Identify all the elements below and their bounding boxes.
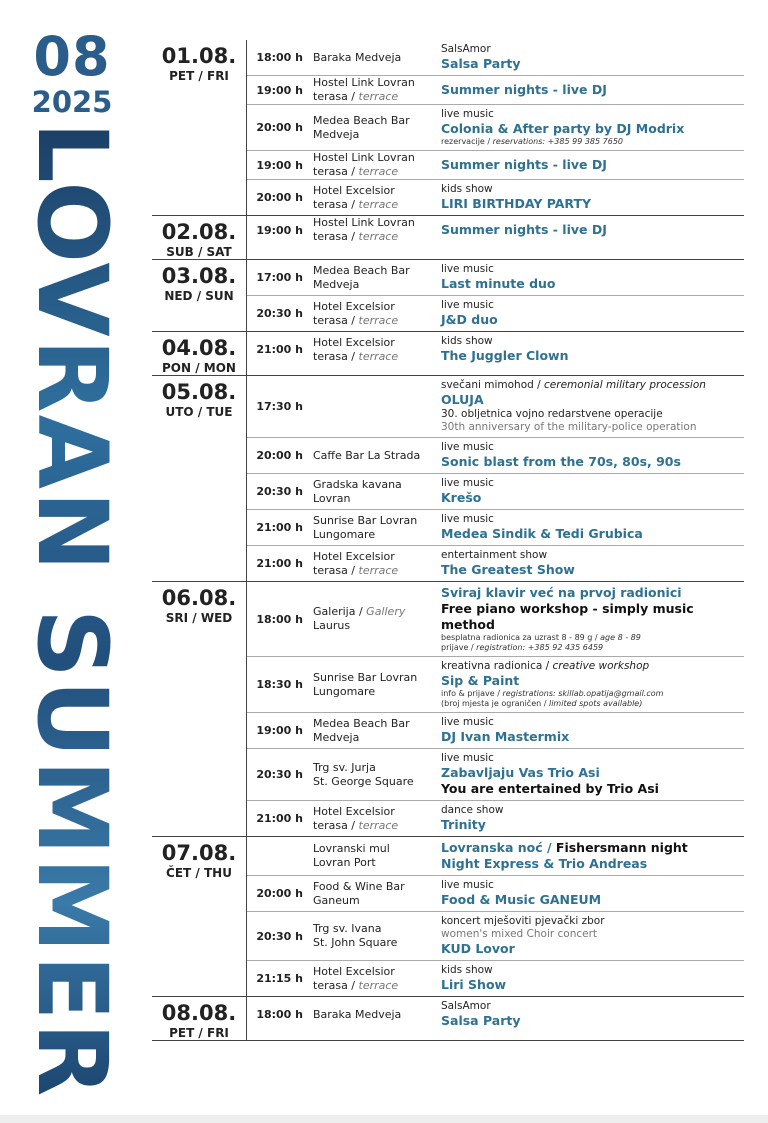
weekday-label: UTO / TUE — [165, 405, 233, 419]
place-detail: terasa / terrace — [313, 230, 399, 243]
event-time: 20:00 h — [256, 191, 303, 204]
event-row — [247, 997, 744, 1032]
day-date — [152, 260, 246, 331]
event-info — [441, 749, 744, 800]
event-row — [247, 376, 744, 438]
event-type: live music — [441, 263, 494, 275]
event-title: Trinity — [441, 817, 486, 832]
event-info — [441, 105, 744, 150]
translation-text: terrace — [358, 230, 399, 243]
translation-text: registrations: skillab.opatija@gmail.com — [502, 689, 664, 698]
place-detail: Medveja — [313, 127, 360, 141]
event-info — [441, 260, 744, 295]
event-title: Last minute duo — [441, 276, 556, 291]
place-name: Medea Beach Bar — [313, 263, 410, 277]
weekday-label: NED / SUN — [164, 289, 234, 303]
event-title: OLUJA — [441, 392, 484, 407]
day-events — [246, 582, 744, 836]
event-time: 19:00 h — [256, 158, 303, 172]
event-title: J&D duo — [441, 312, 498, 327]
day-date — [152, 582, 246, 836]
event-row — [247, 657, 744, 713]
weekday-label: PET / FRI — [169, 1026, 229, 1040]
event-row — [247, 876, 744, 912]
event-info — [441, 801, 744, 836]
event-type: live music — [441, 513, 494, 525]
event-time: 19:00 h — [256, 223, 303, 237]
event-place — [309, 216, 441, 244]
translation-text: limited spots available) — [548, 699, 643, 708]
weekday-label: ČET / THU — [166, 866, 232, 880]
translation-text: terrace — [358, 818, 399, 832]
event-type: kids show — [441, 335, 493, 347]
event-time: 20:00 h — [256, 121, 303, 134]
event-title: LIRI BIRTHDAY PARTY — [441, 196, 592, 211]
event-row — [247, 151, 744, 180]
day-date — [152, 837, 246, 996]
event-time: 20:30 h — [256, 485, 303, 498]
date-label: 06.08. — [161, 586, 237, 610]
place-name: Galerija / Gallery — [313, 605, 406, 618]
event-place — [309, 336, 441, 364]
day-events — [246, 332, 744, 375]
event-row — [247, 180, 744, 215]
event-row — [247, 216, 744, 244]
event-time: 19:00 h — [256, 724, 303, 737]
day-block — [152, 40, 744, 216]
place-name: Hostel Link Lovran — [313, 151, 415, 164]
event-info — [441, 296, 744, 331]
event-time: 20:30 h — [256, 768, 303, 781]
event-row — [247, 40, 744, 76]
translation-text: terrace — [358, 197, 399, 211]
place-name: Gradska kavana Lovran — [313, 477, 402, 505]
day-block — [152, 260, 744, 332]
event-time: 17:00 h — [256, 271, 303, 284]
event-type: live music — [441, 716, 494, 728]
event-info — [441, 510, 744, 545]
place-name: Trg sv. Jurja — [313, 760, 376, 774]
event-row — [247, 801, 744, 836]
event-place — [309, 1008, 441, 1022]
event-title: Food & Music GANEUM — [441, 892, 602, 907]
event-title-english: Free piano workshop - simply music method — [441, 601, 694, 632]
place-name: Hotel Excelsior — [313, 335, 395, 349]
place-detail: terasa / terrace — [313, 349, 399, 363]
place-name: Baraka Medveja — [313, 50, 402, 64]
event-title: Salsa Party — [441, 56, 521, 71]
event-info — [441, 582, 744, 656]
translation-text: terrace — [358, 563, 399, 577]
translation-text: terrace — [358, 165, 399, 178]
event-title-translation: Fishersmann night — [555, 840, 688, 855]
vertical-title — [16, 121, 128, 1099]
event-title: Sonic blast from the 70s, 80s, 90s — [441, 454, 681, 469]
event-row — [247, 260, 744, 296]
day-events — [246, 40, 744, 215]
translation-text: terrace — [358, 313, 399, 327]
day-block — [152, 582, 744, 837]
event-type: koncert mješoviti pjevački zbor — [441, 915, 605, 927]
place-detail: Laurus — [313, 619, 351, 632]
event-title: Summer nights - live DJ — [441, 157, 607, 172]
day-events — [246, 376, 744, 581]
event-info — [441, 837, 744, 875]
event-info — [441, 961, 744, 996]
place-detail: terasa / terrace — [313, 563, 399, 577]
day-date — [152, 40, 246, 215]
day-events — [246, 837, 744, 996]
event-title-english: You are entertained by Trio Asi — [441, 781, 659, 796]
place-name: Hotel Excelsior — [313, 964, 395, 978]
place-detail: terasa / terrace — [313, 313, 399, 327]
place-detail: Lungomare — [313, 527, 376, 541]
place-name: Food & Wine Bar — [313, 879, 405, 893]
event-info — [441, 40, 744, 75]
footer-bar — [0, 1115, 768, 1123]
event-type: SalsAmor — [441, 1000, 491, 1012]
place-detail: terasa / terrace — [313, 978, 399, 992]
place-detail: St. John Square — [313, 936, 398, 949]
day-block — [152, 376, 744, 582]
event-info — [441, 713, 744, 748]
event-row — [247, 713, 744, 749]
place-detail: terasa / terrace — [313, 197, 399, 211]
event-info — [441, 180, 744, 215]
event-time: 20:30 h — [256, 929, 303, 943]
event-title: Summer nights - live DJ — [441, 82, 607, 97]
translation-text: Gallery — [366, 605, 406, 618]
event-time: 21:00 h — [256, 812, 303, 825]
place-detail: Medveja — [313, 277, 360, 291]
event-description-english: 30th anniversary of the military-police operation — [441, 421, 697, 433]
event-place — [309, 880, 441, 908]
event-type-translation: women's mixed Choir concert — [441, 928, 598, 940]
date-label: 08.08. — [161, 1001, 237, 1025]
event-info — [441, 332, 744, 367]
event-place — [309, 114, 441, 142]
event-title: Sip & Paint — [441, 673, 520, 688]
event-type: live music — [441, 477, 494, 489]
event-note: info & prijave / registrations: skillab.opatija@gmail.com — [441, 689, 664, 698]
event-time: 20:00 h — [256, 449, 303, 462]
place-name: Hostel Link Lovran — [313, 76, 415, 89]
event-time: 20:30 h — [256, 307, 303, 320]
event-title: Liri Show — [441, 977, 507, 992]
event-time: 18:30 h — [256, 678, 303, 691]
event-title: Summer nights - live DJ — [441, 222, 607, 237]
event-place — [309, 76, 441, 104]
event-type: kids show — [441, 964, 493, 976]
event-type: live music — [441, 752, 494, 764]
event-time: 19:00 h — [256, 83, 303, 97]
event-type: live music — [441, 441, 494, 453]
event-title: The Greatest Show — [441, 562, 575, 577]
translation-text: creative workshop — [552, 660, 650, 672]
place-name: Lovranski mul — [313, 842, 390, 855]
event-place — [309, 264, 441, 292]
place-name: Hotel Excelsior — [313, 183, 395, 197]
event-place — [309, 184, 441, 212]
event-place — [309, 151, 441, 179]
event-title: The Juggler Clown — [441, 348, 569, 363]
place-detail: terasa / terrace — [313, 165, 399, 178]
place-name: Hostel Link Lovran — [313, 216, 415, 229]
day-date — [152, 376, 246, 581]
weekday-label: SUB / SAT — [166, 245, 232, 259]
event-info — [441, 997, 744, 1032]
event-title: KUD Lovor — [441, 941, 515, 956]
day-events — [246, 216, 744, 259]
year-number: 2025 — [31, 85, 113, 119]
event-place — [309, 478, 441, 506]
side-header — [28, 25, 116, 119]
event-info — [441, 876, 744, 911]
event-type: kids show — [441, 183, 493, 195]
place-name: Caffe Bar La Strada — [313, 448, 421, 462]
day-events — [246, 997, 744, 1040]
event-row — [247, 332, 744, 367]
event-place — [309, 449, 441, 463]
event-title: Lovranska noć / Fishersmann night — [441, 840, 688, 855]
event-title: Salsa Party — [441, 1013, 521, 1028]
event-subtitle: Night Express & Trio Andreas — [441, 856, 648, 871]
event-note: (broj mjesta je ograničen / limited spots available) — [441, 699, 643, 708]
event-info — [441, 546, 744, 581]
translation-text: terrace — [358, 90, 399, 103]
event-note: rezervacije / reservations: +385 99 385 7650 — [441, 137, 624, 146]
place-name: Sunrise Bar Lovran — [313, 513, 418, 527]
event-title: DJ Ivan Mastermix — [441, 729, 570, 744]
event-type: kreativna radionica / creative workshop — [441, 660, 650, 672]
place-name: Hotel Excelsior — [313, 299, 395, 313]
place-detail: Ganeum — [313, 893, 360, 907]
place-detail: terasa / terrace — [313, 90, 399, 103]
place-detail: Lungomare — [313, 684, 376, 698]
date-label: 05.08. — [161, 380, 237, 404]
place-detail: St. George Square — [313, 774, 414, 788]
event-row — [247, 296, 744, 331]
event-time: 21:00 h — [256, 343, 303, 356]
place-name: Hotel Excelsior — [313, 804, 395, 818]
event-info — [441, 912, 744, 960]
event-type: live music — [441, 108, 494, 120]
event-type: dance show — [441, 804, 504, 816]
date-label: 03.08. — [161, 264, 237, 288]
event-time: 18:00 h — [256, 612, 303, 626]
event-time: 20:00 h — [256, 887, 303, 900]
event-time: 17:30 h — [256, 400, 303, 413]
event-place — [309, 805, 441, 833]
event-row — [247, 510, 744, 546]
translation-text: ceremonial military procession — [544, 379, 706, 391]
event-title: Zabavljaju Vas Trio Asi — [441, 765, 600, 780]
event-place — [309, 550, 441, 578]
event-time: 21:00 h — [256, 521, 303, 534]
event-time: 18:00 h — [256, 51, 303, 64]
event-time: 18:00 h — [256, 1008, 303, 1021]
translation-text: registration: +385 92 435 6459 — [476, 643, 604, 652]
vertical-title-text: LOVRAN SUMMER — [16, 121, 128, 1099]
event-row — [247, 546, 744, 581]
event-info — [441, 657, 744, 712]
place-name: Medea Beach Bar — [313, 716, 410, 730]
day-block — [152, 216, 744, 260]
place-detail: terasa / terrace — [313, 818, 399, 832]
event-row — [247, 837, 744, 876]
date-label: 01.08. — [161, 44, 237, 68]
event-time: 21:00 h — [256, 557, 303, 570]
place-name: Medea Beach Bar — [313, 113, 410, 127]
event-title: Colonia & After party by DJ Modrix — [441, 121, 685, 136]
event-type: entertainment show — [441, 549, 548, 561]
event-place — [309, 922, 441, 950]
weekday-label: PON / MON — [162, 361, 236, 375]
event-schedule — [152, 40, 744, 1041]
event-row — [247, 912, 744, 961]
event-place — [309, 514, 441, 542]
place-detail: Medveja — [313, 730, 360, 744]
event-place — [309, 300, 441, 328]
weekday-label: PET / FRI — [169, 69, 229, 83]
event-info — [441, 79, 744, 101]
date-label: 07.08. — [161, 841, 237, 865]
event-title: Medea Sindik & Tedi Grubica — [441, 526, 643, 541]
event-row — [247, 582, 744, 657]
event-row — [247, 749, 744, 801]
event-place — [309, 51, 441, 65]
event-row — [247, 474, 744, 510]
event-place — [309, 761, 441, 789]
event-title: Krešo — [441, 490, 482, 505]
day-date — [152, 216, 246, 259]
event-place — [309, 965, 441, 993]
event-type: svečani mimohod / ceremonial military procession — [441, 379, 706, 391]
date-label: 04.08. — [161, 336, 237, 360]
event-place — [309, 717, 441, 745]
event-row — [247, 961, 744, 996]
event-place — [309, 671, 441, 699]
event-type: live music — [441, 879, 494, 891]
place-name: Baraka Medveja — [313, 1007, 402, 1021]
event-description: 30. obljetnica vojno redarstvene operacije — [441, 408, 663, 420]
translation-text: terrace — [358, 978, 399, 992]
place-name: Trg sv. Ivana — [313, 922, 382, 935]
day-block — [152, 332, 744, 376]
event-row — [247, 438, 744, 474]
event-info — [441, 474, 744, 509]
day-block — [152, 837, 744, 997]
place-detail: Lovran Port — [313, 856, 376, 869]
event-info — [441, 219, 744, 241]
event-note: besplatna radionica za uzrast 8 - 89 g / age 8 - 89 — [441, 633, 641, 642]
day-events — [246, 260, 744, 331]
event-note: prijave / registration: +385 92 435 6459 — [441, 643, 604, 652]
translation-text: terrace — [358, 349, 399, 363]
date-label: 02.08. — [161, 220, 237, 244]
day-date — [152, 332, 246, 375]
place-name: Hotel Excelsior — [313, 549, 395, 563]
event-row — [247, 105, 744, 151]
day-block — [152, 997, 744, 1041]
place-name: Sunrise Bar Lovran — [313, 670, 418, 684]
event-place — [309, 605, 441, 633]
event-title: Sviraj klavir već na prvoj radionici — [441, 585, 682, 600]
event-time: 21:15 h — [256, 972, 303, 985]
event-place — [309, 842, 441, 870]
event-type: SalsAmor — [441, 43, 491, 55]
month-number: 08 — [33, 25, 111, 88]
event-info — [441, 438, 744, 473]
translation-text: age 8 - 89 — [600, 633, 641, 642]
translation-text: reservations: +385 99 385 7650 — [492, 137, 624, 146]
event-row — [247, 76, 744, 105]
weekday-label: SRI / WED — [165, 611, 233, 625]
day-date — [152, 997, 246, 1040]
event-info — [441, 376, 744, 437]
event-info — [441, 154, 744, 176]
event-type: live music — [441, 299, 494, 311]
